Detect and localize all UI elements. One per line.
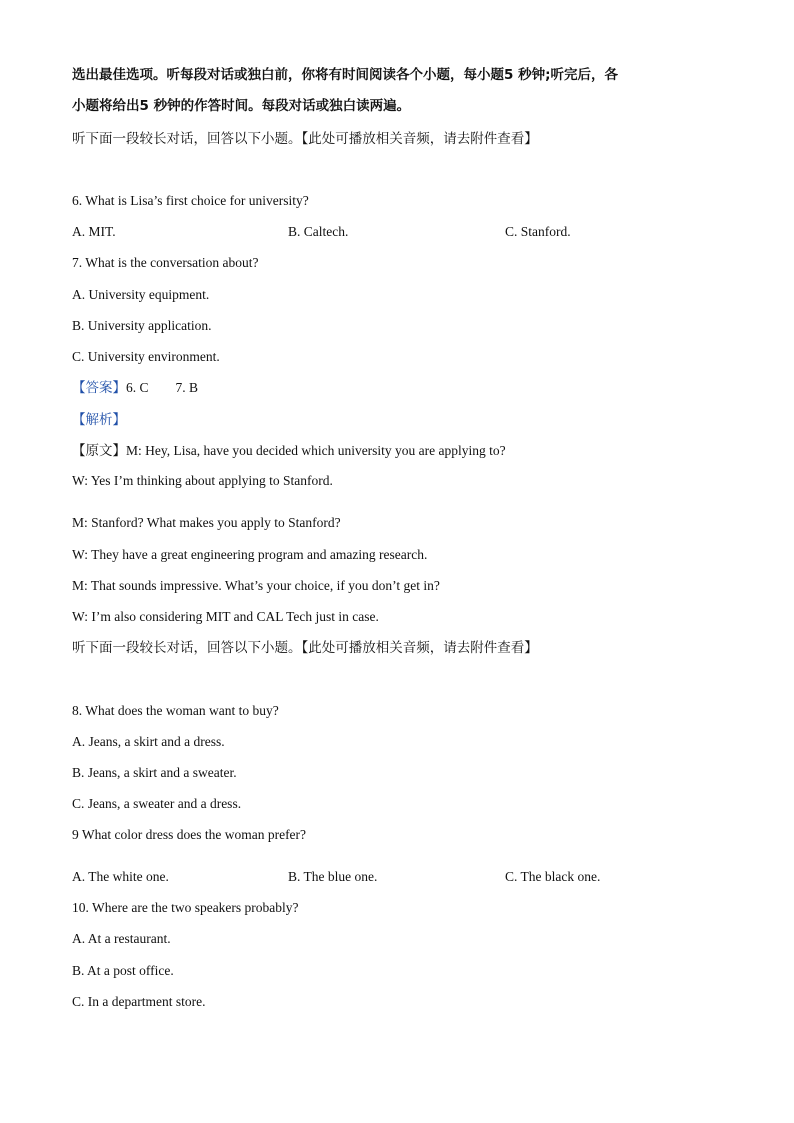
q8-option-a: A. Jeans, a skirt and a dress.	[72, 734, 225, 749]
q10-option-a: A. At a restaurant.	[72, 931, 171, 946]
q6-stem: 6. What is Lisa’s first choice for university?	[72, 193, 309, 208]
q9-option-a: A. The white one.	[72, 869, 169, 884]
q7-option-b: B. University application.	[72, 318, 212, 333]
answer-label: 【答案】	[72, 380, 126, 396]
q10-option-c: C. In a department store.	[72, 994, 206, 1009]
q6-option-a: A. MIT.	[72, 224, 116, 239]
answer-text: 6. C 7. B	[126, 380, 199, 395]
q7-stem: 7. What is the conversation about?	[72, 255, 259, 270]
answer-line	[72, 379, 198, 397]
transcript-line-4: W: They have a great engineering program and amazing research.	[72, 547, 428, 562]
transcript-line-5: M: That sounds impressive. What’s your choice, if you don’t get in?	[72, 578, 440, 593]
q6-option-b: B. Caltech.	[288, 224, 349, 239]
section1-instruction: 听下面一段较长对话，回答以下小题。【此处可播放相关音频，请去附件查看】	[72, 131, 538, 147]
transcript-line-6: W: I’m also considering MIT and CAL Tech just in case.	[72, 609, 379, 624]
transcript-label: 【原文】	[72, 443, 126, 459]
transcript-text-1: M: Hey, Lisa, have you decided which university you are applying to?	[126, 443, 506, 458]
q9-stem: 9 What color dress does the woman prefer?	[72, 827, 307, 842]
intro-line-2: 小题将给出5 秒钟的作答时间。每段对话或独白读两遍。	[72, 98, 411, 114]
q7-option-a: A. University equipment.	[72, 287, 210, 302]
analysis-label: 【解析】	[72, 412, 126, 428]
q10-option-b: B. At a post office.	[72, 963, 174, 978]
transcript-line-1	[72, 442, 506, 460]
q8-option-b: B. Jeans, a skirt and a sweater.	[72, 765, 237, 780]
q10-stem: 10. Where are the two speakers probably?	[72, 900, 299, 915]
transcript-line-2: W: Yes I’m thinking about applying to Stanford.	[72, 473, 333, 488]
q6-option-c: C. Stanford.	[505, 224, 571, 239]
q7-option-c: C. University environment.	[72, 349, 220, 364]
transcript-line-3: M: Stanford? What makes you apply to Stanford?	[72, 515, 341, 530]
q8-stem: 8. What does the woman want to buy?	[72, 703, 279, 718]
q9-option-c: C. The black one.	[505, 869, 601, 884]
q9-option-b: B. The blue one.	[288, 869, 378, 884]
q8-option-c: C. Jeans, a sweater and a dress.	[72, 796, 242, 811]
section2-instruction: 听下面一段较长对话，回答以下小题。【此处可播放相关音频，请去附件查看】	[72, 640, 538, 656]
intro-line-1: 选出最佳选项。听每段对话或独白前，你将有时间阅读各个小题，每小题5 秒钟;听完后，各	[72, 67, 618, 83]
